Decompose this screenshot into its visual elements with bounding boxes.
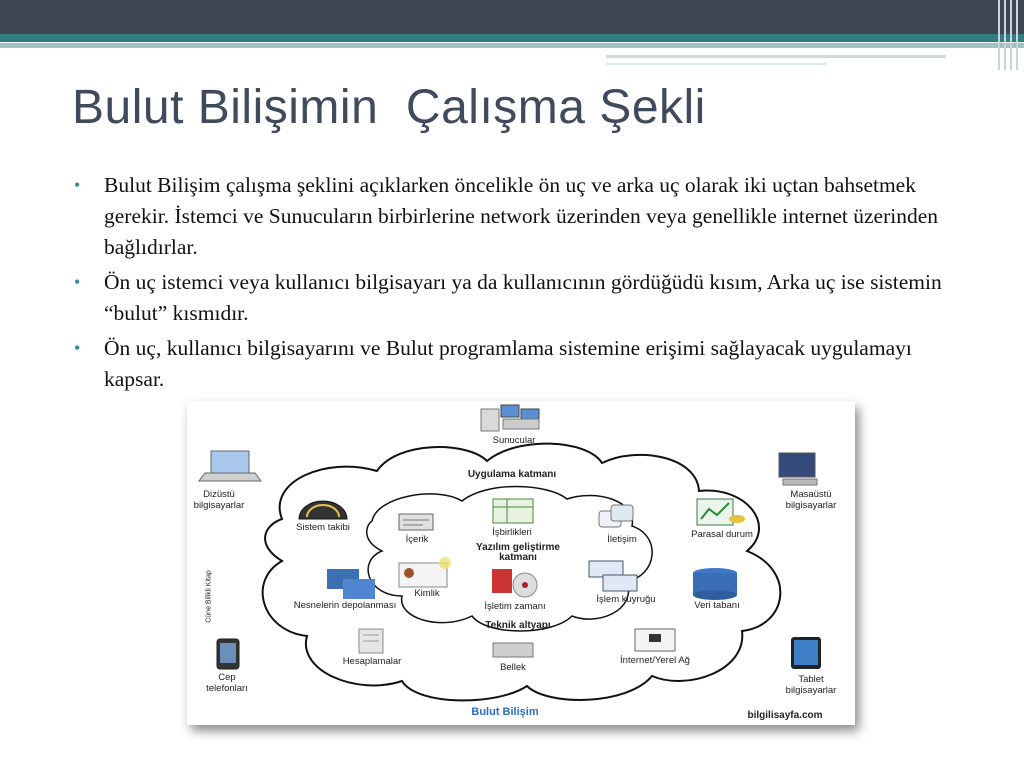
label-telefonlari: telefonları bbox=[206, 683, 248, 694]
cloud-computing-diagram bbox=[187, 401, 855, 725]
label-masaustu-2: bilgisayarlar bbox=[785, 500, 837, 511]
database-icon bbox=[693, 568, 737, 600]
bullet-item bbox=[74, 267, 974, 329]
label-tablet-2: bilgisayarlar bbox=[785, 685, 837, 696]
label-kimlik: Kimlik bbox=[414, 588, 440, 599]
label-dizustu: Dizüstü bbox=[203, 489, 235, 500]
label-yazilim-katmani-2: katmanı bbox=[499, 552, 537, 563]
bullet-dot-icon: • bbox=[74, 338, 81, 358]
tablet-icon bbox=[791, 637, 821, 669]
diagram-source: bilgilisayfa.com bbox=[747, 710, 823, 721]
bullet-text: Ön uç, kullanıcı bilgisayarını ve Bulut programlama sistemine erişimi sağlayacak uygulamayı kapsar. bbox=[104, 336, 912, 391]
label-isletim-zamani: İşletim zamanı bbox=[484, 601, 546, 612]
header-light-stripe bbox=[0, 43, 1024, 48]
label-internet-yerel-ag: İnternet/Yerel Ağ bbox=[620, 655, 690, 666]
memory-icon bbox=[493, 643, 533, 657]
diagram-canvas bbox=[187, 401, 855, 725]
spreadsheet-icon bbox=[493, 499, 533, 523]
label-cep: Cep bbox=[218, 672, 236, 683]
header-thin-line bbox=[606, 55, 946, 58]
header-accent-stripe bbox=[0, 34, 1024, 42]
server-rack-icon bbox=[359, 629, 383, 653]
label-bellek: Bellek bbox=[500, 662, 526, 673]
servers-icon bbox=[481, 405, 539, 431]
mobile-phone-icon bbox=[217, 639, 239, 669]
network-icon bbox=[635, 629, 675, 651]
header-vertical-lines bbox=[994, 0, 1024, 70]
label-nesnelerin-depolanmasi: Nesnelerin depolanması bbox=[293, 600, 397, 611]
bullet-dot-icon: • bbox=[74, 272, 81, 292]
label-sunucular: Sunucular bbox=[492, 435, 536, 446]
label-hesaplamalar: Hesaplamalar bbox=[342, 656, 402, 667]
bullet-item bbox=[74, 170, 974, 263]
bullet-list bbox=[74, 170, 974, 399]
label-teknik-altyapi: Teknik altyapı bbox=[485, 620, 551, 631]
label-veri-tabani: Veri tabanı bbox=[694, 600, 740, 611]
bullet-dot-icon: • bbox=[74, 175, 81, 195]
diagram-caption: Bulut Bilişim bbox=[471, 706, 539, 718]
label-masaustu: Masaüstü bbox=[790, 489, 832, 500]
label-parasal-durum: Parasal durum bbox=[691, 529, 753, 540]
desktop-icon bbox=[779, 453, 817, 485]
bullet-text: Ön uç istemci veya kullanıcı bilgisayarı ya da kullanıcının gördüğüdü kısım, Arka uç ise sistemin “bulut” kısmıdır. bbox=[104, 270, 942, 325]
label-islem-kuyrugu: İşlem kuyruğu bbox=[596, 594, 656, 605]
label-sistem-takibi: Sistem takibi bbox=[296, 522, 350, 533]
header-thin-line-2 bbox=[606, 63, 826, 65]
header-bar bbox=[0, 0, 1024, 34]
label-tablet: Tablet bbox=[798, 674, 824, 685]
news-icon bbox=[399, 514, 433, 530]
bullet-item bbox=[74, 333, 974, 395]
slide-title: Bulut Bilişimin Çalışma Şekli bbox=[72, 81, 706, 134]
label-icerik: İçerik bbox=[405, 534, 429, 545]
label-iletisim: İletişim bbox=[607, 534, 637, 545]
laptop-icon bbox=[199, 451, 261, 481]
label-uygulama-katmani: Uygulama katmanı bbox=[467, 469, 557, 480]
bullet-text: Bulut Bilişim çalışma şeklini açıklarken öncelikle ön uç ve arka uç olarak iki uçtan bahsetmek gerekir. İstemci ve Sunucuların birbirlerine network üzerinden veya genellikle internet üzerinden bağlıdırlar. bbox=[104, 173, 938, 259]
label-dizustu-2: bilgisayarlar bbox=[193, 500, 245, 511]
label-yazilim-katmani: Yazılım geliştirme bbox=[476, 542, 560, 553]
label-vertical-text: Cüne Bilikli Kitap bbox=[205, 570, 213, 623]
label-isbirlikleri: İşbirlikleri bbox=[492, 527, 532, 538]
